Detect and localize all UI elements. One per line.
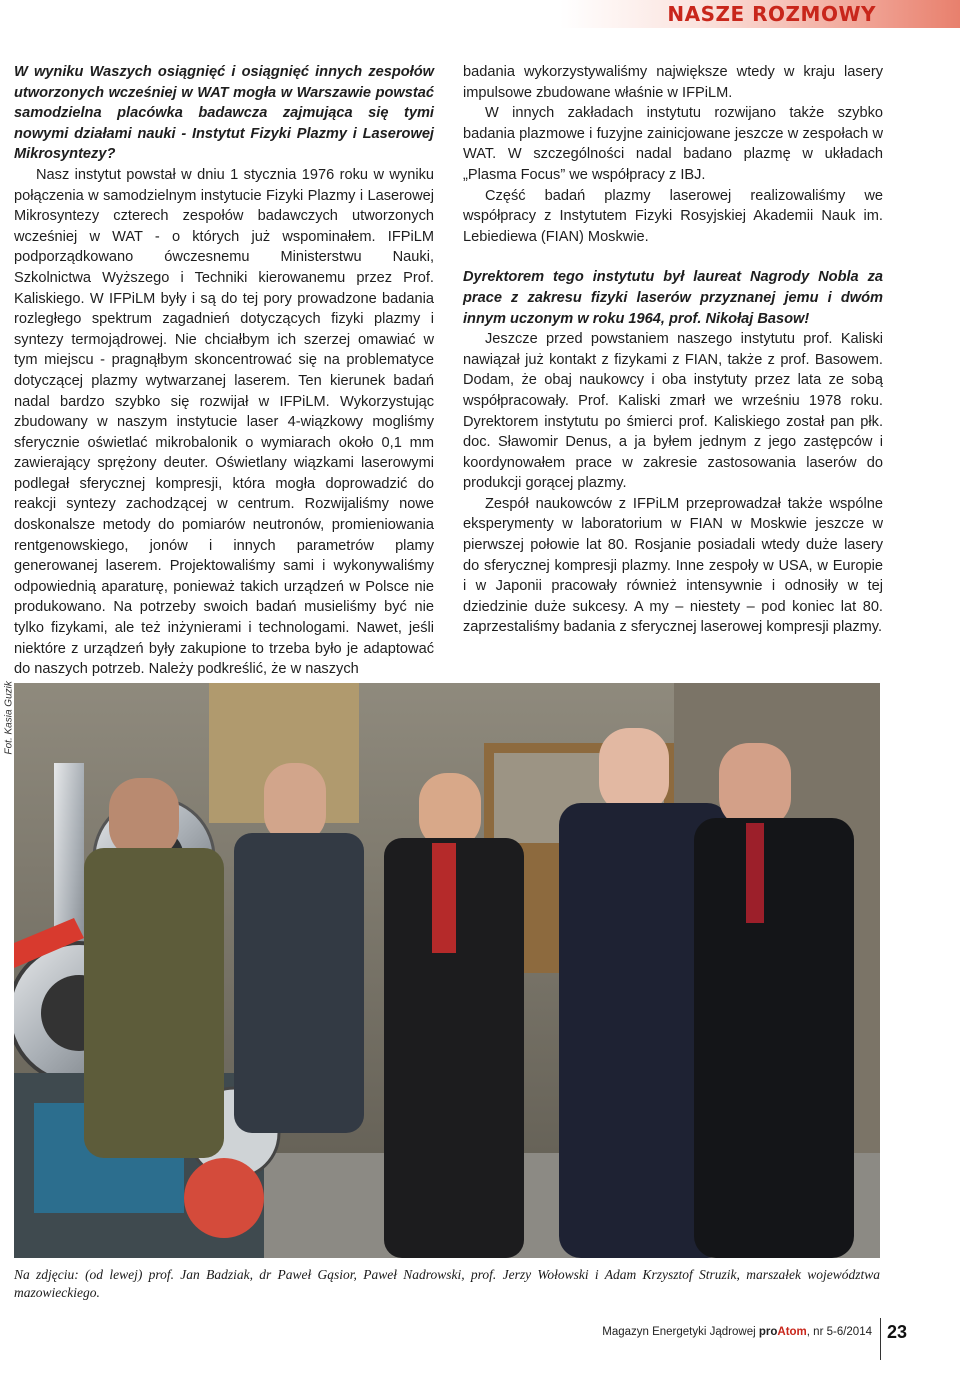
person-3	[384, 773, 524, 1258]
interview-question: W wyniku Waszych osiągnięć i osiągnięć innych zespołów utworzonych wcześniej w WAT mogła w Warszawie powstać samodzielna placówka badawcza zajmująca się tymi nowymi działami nauki - Instytut Fizyki Plazmy i Laserowej Mikrosyntezy?	[14, 64, 434, 163]
answer-paragraph: Nasz instytut powstał w dniu 1 stycznia 1976 roku w wyniku połączenia w samodzielnym instytucie Fizyki Plazmy i Laserowej Mikrosyntezy czterech zespołów badawczych utworzonych wcześniej w WAT - o których już wspominałem. IFPiLM podporządkowano ówczesnemu Ministerstwu Nauki, Szkolnictwa Wyższego i Techniki kierowanemu przez Prof. Kaliskiego. W IFPiLM były i są do tej pory prowadzone badania rozległego spektrum zagadnień dotyczących fizyki plazmy i syntezy termojądrowej. Nie chciałbym ich szerzej omawiać w tym miejscu - pragnąłbym skoncentrować się na problematyce dotyczącej plazmy wytwarzanej laserem. Ten kierunek badań nadal bardzo szybko się rozwijał w IFPiLM. Wykorzystując zbudowany w naszym instytucie laser 4-wiązkowy mogliśmy sferycznie oświetlać mikrobalonik o wymiarach około 0,1 mm zawierający sprężony deuter. Oświetlany wiązkami laserowymi podlegał sferycznej kompresji, która mogła doprowadzić do reakcji syntezy zachodzącej w centrum. Rozwijaliśmy nowe doskonalsze metody do pomiarów neutronów, promieniowania rentgenowskiego, jonów i innych parametrów plamy generowanej laserem. Projektowaliśmy sami i wykonywaliśmy odpowiednią aparaturę, ponieważ takich urządzeń w Polsce nie produkowano. Na potrzeby swoich badań musieliśmy być nie tylko fizykami, ale też inżynierami i technologami. Nawet, jeśli niektóre z urządzeń były zakupione to trzeba było je adaptować do naszych potrzeb. Należy podkreślić, że w naszych	[14, 166, 434, 678]
section-title: NASZE ROZMOWY	[667, 2, 876, 26]
photo-credit: Fot. Kasia Guzik	[3, 681, 15, 755]
left-column	[14, 62, 434, 680]
person-5	[694, 743, 854, 1258]
footer-magazine: Magazyn Energetyki Jądrowej proAtom, nr 5-6/2014	[602, 1326, 872, 1338]
footer-divider	[880, 1318, 881, 1360]
interview-question: Dyrektorem tego instytutu był laureat Nagrody Nobla za prace z zakresu fizyki laserów przyznanej jemu i dwóm innym uczonym w roku 1964, prof. Nikołaj Basow!	[463, 269, 883, 327]
photo-caption: Na zdjęciu: (od lewej) prof. Jan Badziak, dr Paweł Gąsior, Paweł Nadrowski, prof. Jerzy Wołowski i Adam Krzysztof Struzik, marszałek województwa mazowieckiego.	[14, 1267, 880, 1300]
answer-paragraph: W innych zakładach instytutu rozwijano także szybko badania plazmowe i fuzyjne zainicjowane jeszcze w zespołach w WAT. W szczególności nadal badano plazmę w układach „Plasma Focus” we współpracy z IBJ.	[463, 105, 883, 183]
photo-illustration	[14, 683, 880, 1258]
answer-paragraph: badania wykorzystywaliśmy największe wtedy w kraju lasery impulsowe zbudowane właśnie w IFPiLM.	[463, 64, 883, 101]
right-column	[463, 62, 883, 638]
article-photo	[14, 683, 880, 1258]
answer-paragraph: Jeszcze przed powstaniem naszego instytutu prof. Kaliski nawiązał już kontakt z fizykami z FIAN, także z prof. Basowem. Dodam, że obaj naukowcy i oba instytuty przez lata ze sobą współpracowały. Prof. Kaliski zmarł we wrześniu 1978 roku. Dyrektorem instytutu po śmierci prof. Kaliskiego został pan płk. doc. Sławomir Denus, a ja byłem jednym z jego zastępców i koordynowałem prace w zakresie zastosowania laserów do produkcji gorącej plazmy.	[463, 331, 883, 492]
page-number: 23	[887, 1322, 908, 1342]
answer-paragraph: Zespół naukowców z IFPiLM przeprowadzał także wspólne eksperymenty w laboratorium w FIAN w Moskwie jeszcze w pierwszej połowie lat 80. Rosjanie posiadali wtedy duże lasery do sferycznej kompresji plazmy. Inne zespoły w USA, w Europie i w Japonii pracowały również intensywnie i odnosiły w tej dziedzinie duże sukcesy. A my – niestety – pod koniec lat 80. zaprzestaliśmy badania z sferycznej laserowej kompresji plazmy.	[463, 495, 883, 636]
answer-paragraph: Część badań plazmy laserowej realizowaliśmy we współpracy z Instytutem Fizyki Rosyjskiej Akademii Nauk im. Lebiediewa (FIAN) Moskwie.	[463, 187, 883, 245]
